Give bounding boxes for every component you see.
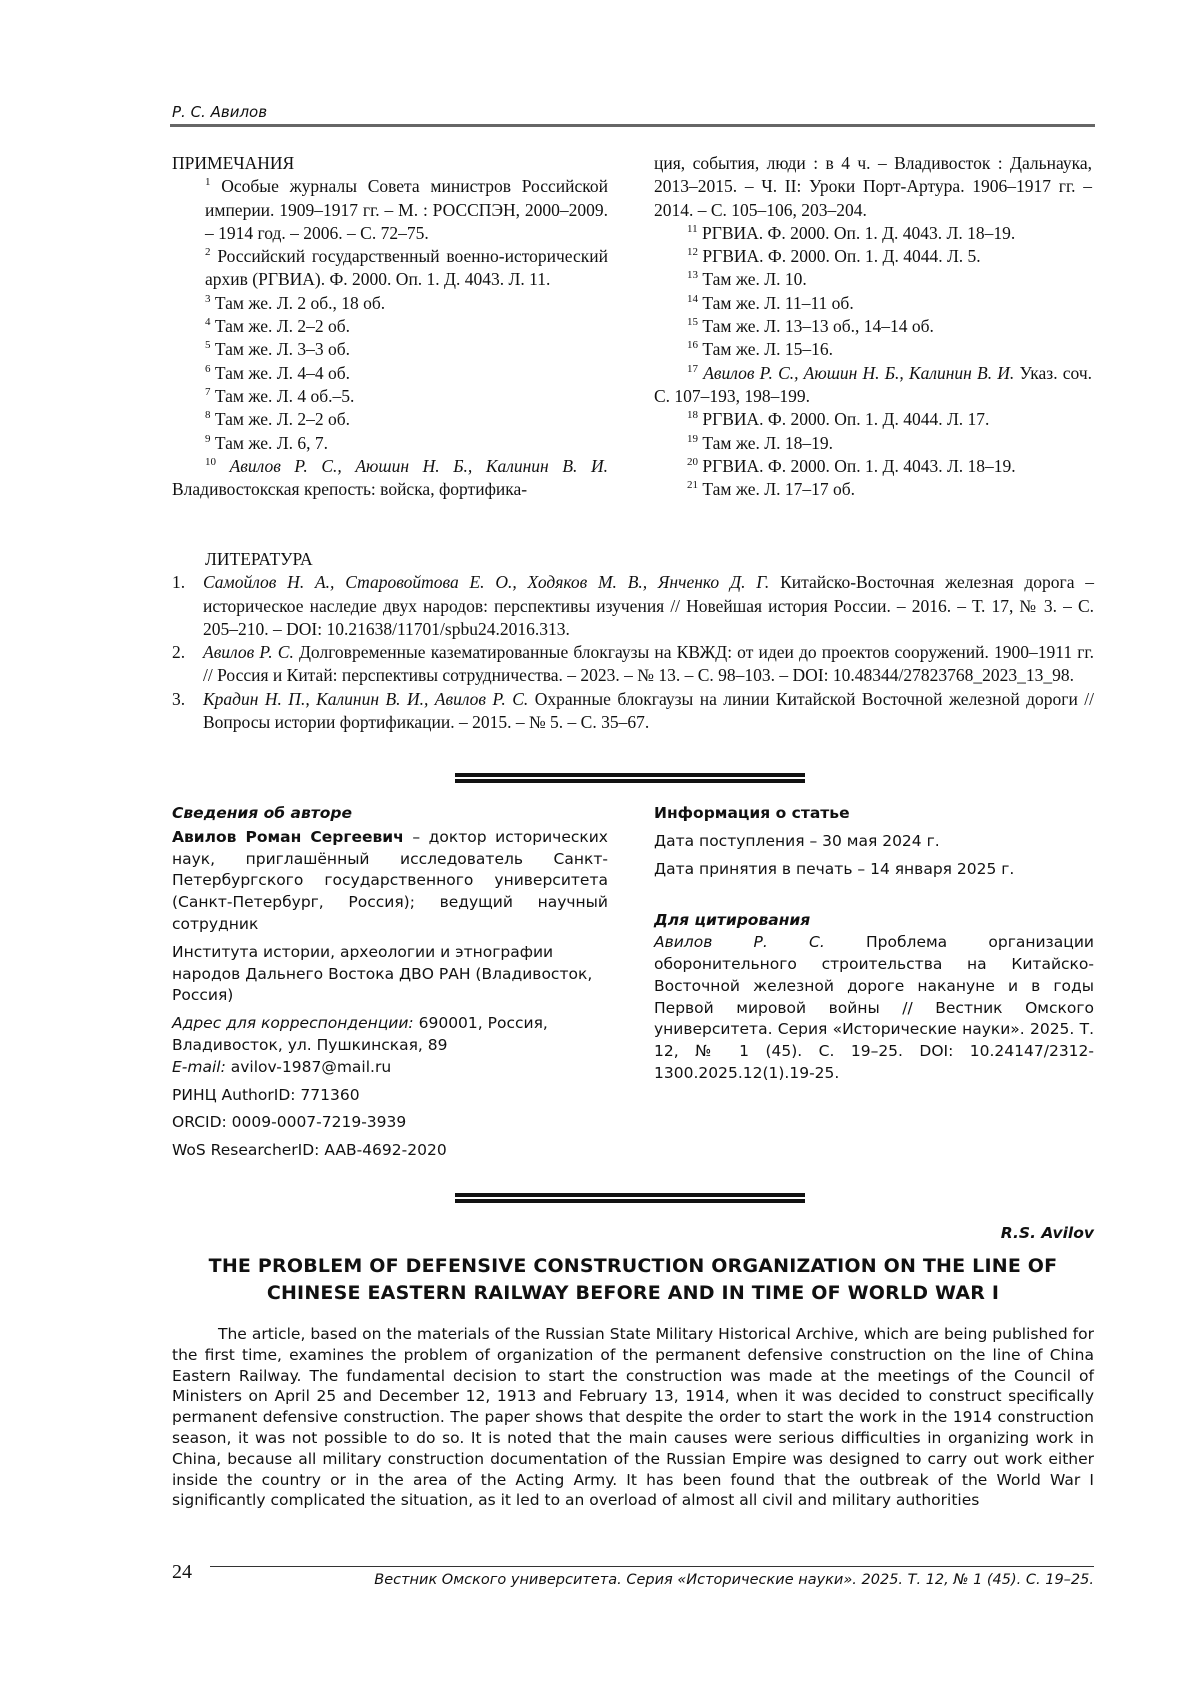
article-info [654, 803, 1094, 1085]
header-rule [170, 124, 1095, 127]
note-item: $^5$ Там же. Л. 3–3 об. [205, 339, 350, 360]
journal-reference: Вестник Омского университета. Серия «Исторические науки». 2025. Т. 12, № 1 (45). С. 19–25. [374, 1572, 1094, 1588]
english-title: THE PROBLEM OF DEFENSIVE CONSTRUCTION ORGANIZATION ON THE LINE OF CHINESE EASTERN RAILWAY BEFORE AND IN TIME OF WORLD WAR I [208, 1255, 1058, 1304]
note-item: $^3$ Там же. Л. 2 об., 18 об. [205, 292, 386, 313]
note-item: $^6$ Там же. Л. 4–4 об. [205, 362, 350, 383]
citation-text: Авилов Р. С. Проблема организации оборонительного строительства на Китайско-Восточной железной дороге накануне и в годы Первой мировой войны // Вестник Омского университета. Серия «Исторические науки». 2025. Т. 12, № 1 (45). С. 19–25. DOI: 10.24147/2312-1300.2025.12(1).19-25. [654, 933, 1094, 1082]
author-institute: Института истории, археологии и этнографии народов Дальнего Востока ДВО РАН (Владивосток, Россия) [172, 942, 593, 1005]
note-item: $^{15}$ Там же. Л. 13–13 об., 14–14 об. [687, 316, 934, 337]
author-info [172, 803, 608, 1162]
note-item: $^{16}$ Там же. Л. 15–16. [687, 339, 833, 360]
notes-left-column [172, 152, 608, 501]
literature-item: 3. Крадин Н. П., Калинин В. И., Авилов Р. С. Охранные блокгаузы на линии Китайской Восточной железной дороги // Вопросы истории фортификации. – 2015. – № 5. – С. 35–67. [172, 688, 1094, 733]
note-item: $^{19}$ Там же. Л. 18–19. [687, 432, 833, 453]
note-item: $^{17}$ Авилов Р. С., Аюшин Н. Б., Калинин В. И. Указ. соч. С. 107–193, 198–199. [654, 362, 1093, 406]
english-author: R.S. Avilov [1000, 1224, 1094, 1242]
note-item: $^{10}$ Авилов Р. С., Аюшин Н. Б., Калинин В. И. Владивостокская крепость: войска, фортифика- [172, 455, 608, 500]
note-item: $^{13}$ Там же. Л. 10. [687, 269, 807, 290]
literature-section [172, 548, 1094, 734]
note-item: $^7$ Там же. Л. 4 об.–5. [205, 385, 355, 406]
note-item: $^9$ Там же. Л. 6, 7. [205, 432, 328, 453]
note-item: $^{20}$ РГВИА. Ф. 2000. Оп. 1. Д. 4043. Л. 18–19. [687, 455, 1016, 476]
literature-item: 1. Самойлов Н. А., Старовойтова Е. О., Ходяков М. В., Янченко Д. Г. Китайско-Восточная железная дорога – историческое наследие двух народов: перспективы изучения // Новейшая история России. – 2016. – Т. 17, № 3. – С. 205–210. – DOI: 10.21638/11701/spbu24.2016.313. [172, 572, 1095, 639]
note-item: $^2$ Российский государственный военно-исторический архив (РГВИА). Ф. 2000. Оп. 1. Д. 4043. Л. 11. [205, 246, 608, 290]
running-head: Р. С. Авилов [172, 103, 268, 121]
note-item: $^{14}$ Там же. Л. 11–11 об. [687, 292, 854, 313]
literature-heading: ЛИТЕРАТУРА [205, 549, 313, 569]
note-item: $^{21}$ Там же. Л. 17–17 об. [687, 479, 855, 500]
note-item: $^{18}$ РГВИА. Ф. 2000. Оп. 1. Д. 4044. Л. 17. [687, 409, 990, 430]
notes-right-column [654, 152, 1092, 501]
email-link[interactable]: avilov-1987@mail.ru [230, 1057, 392, 1076]
note-continuation: ция, события, люди : в 4 ч. – Владивосток : Дальнаука, 2013–2015. – Ч. II: Уроки Порт-Артура. 1906–1917 гг. – 2014. – С. 105–106, 203–204. [654, 153, 1092, 220]
citation-heading: Для цитирования [654, 911, 811, 930]
note-item: $^1$ Особые журналы Совета министров Российской империи. 1909–1917 гг. – М. : РОССПЭН, 2000–2009. – 1914 год. – 2006. – С. 72–75. [205, 176, 608, 243]
page-number: 24 [172, 1561, 192, 1583]
author-bio: Авилов Роман Сергеевич – доктор исторических наук, приглашённый исследователь Санкт-Петербургского государственного университета (Санкт-Петербург, Россия); ведущий научный сотрудник [172, 827, 608, 933]
note-item: $^8$ Там же. Л. 2–2 об. [205, 409, 350, 430]
note-item: $^{11}$ РГВИА. Ф. 2000. Оп. 1. Д. 4043. Л. 18–19. [687, 222, 1016, 243]
author-orcid: ORCID: 0009-0007-7219-3939 [172, 1113, 407, 1132]
article-info-heading: Информация о статье [654, 804, 850, 822]
notes-heading: ПРИМЕЧАНИЯ [172, 153, 295, 173]
literature-item: 2. Авилов Р. С. Долговременные казематированные блокгаузы на КВЖД: от идеи до проектов сооружений. 1900–1911 гг. // Россия и Китай: перспективы сотрудничества. – 2023. – № 13. – С. 98–103. – DOI: 10.48344/27823768_2023_13_98. [172, 642, 1094, 686]
author-info-heading: Сведения об авторе [172, 804, 353, 822]
note-item: $^4$ Там же. Л. 2–2 об. [205, 316, 350, 337]
section-divider [455, 773, 805, 783]
note-item: $^{12}$ РГВИА. Ф. 2000. Оп. 1. Д. 4044. Л. 5. [687, 246, 981, 267]
received-date: Дата поступления – 30 мая 2024 г. [654, 831, 940, 850]
author-email: E-mail: avilov-1987@mail.ru [172, 1057, 392, 1076]
author-wos: WoS ResearcherID: AAB-4692-2020 [172, 1141, 447, 1160]
accepted-date: Дата принятия в печать – 14 января 2025 г. [654, 859, 1015, 878]
footer-rule [210, 1566, 1094, 1567]
author-address: Адрес для корреспонденции: 690001, Россия, Владивосток, ул. Пушкинская, 89 [172, 1014, 548, 1054]
author-rinc: РИНЦ AuthorID: 771360 [172, 1085, 360, 1104]
section-divider [455, 1193, 805, 1203]
english-abstract: The article, based on the materials of the Russian State Military Historical Archive, which are being published for the first time, examines the problem of organization of the permanent defensive construction on the line of China Eastern Railway. The fundamental decision to start the construction was made at the meetings of the Council of Ministers on April 25 and December 12, 1913 and February 13, 1914, when it was decided to construct specifically permanent defensive construction. The paper shows that despite the order to start the work in the 1914 construction season, it was not possible to do so. It is noted that the main causes were serious difficulties in organizing work in China, because all military construction documentation of the Russian Empire was designed to carry out work either inside the country or in the area of the Acting Army. It has been found that the outbreak of the World War I significantly complicated the situation, as it led to an overload of almost all civil and military authorities [172, 1325, 1094, 1510]
